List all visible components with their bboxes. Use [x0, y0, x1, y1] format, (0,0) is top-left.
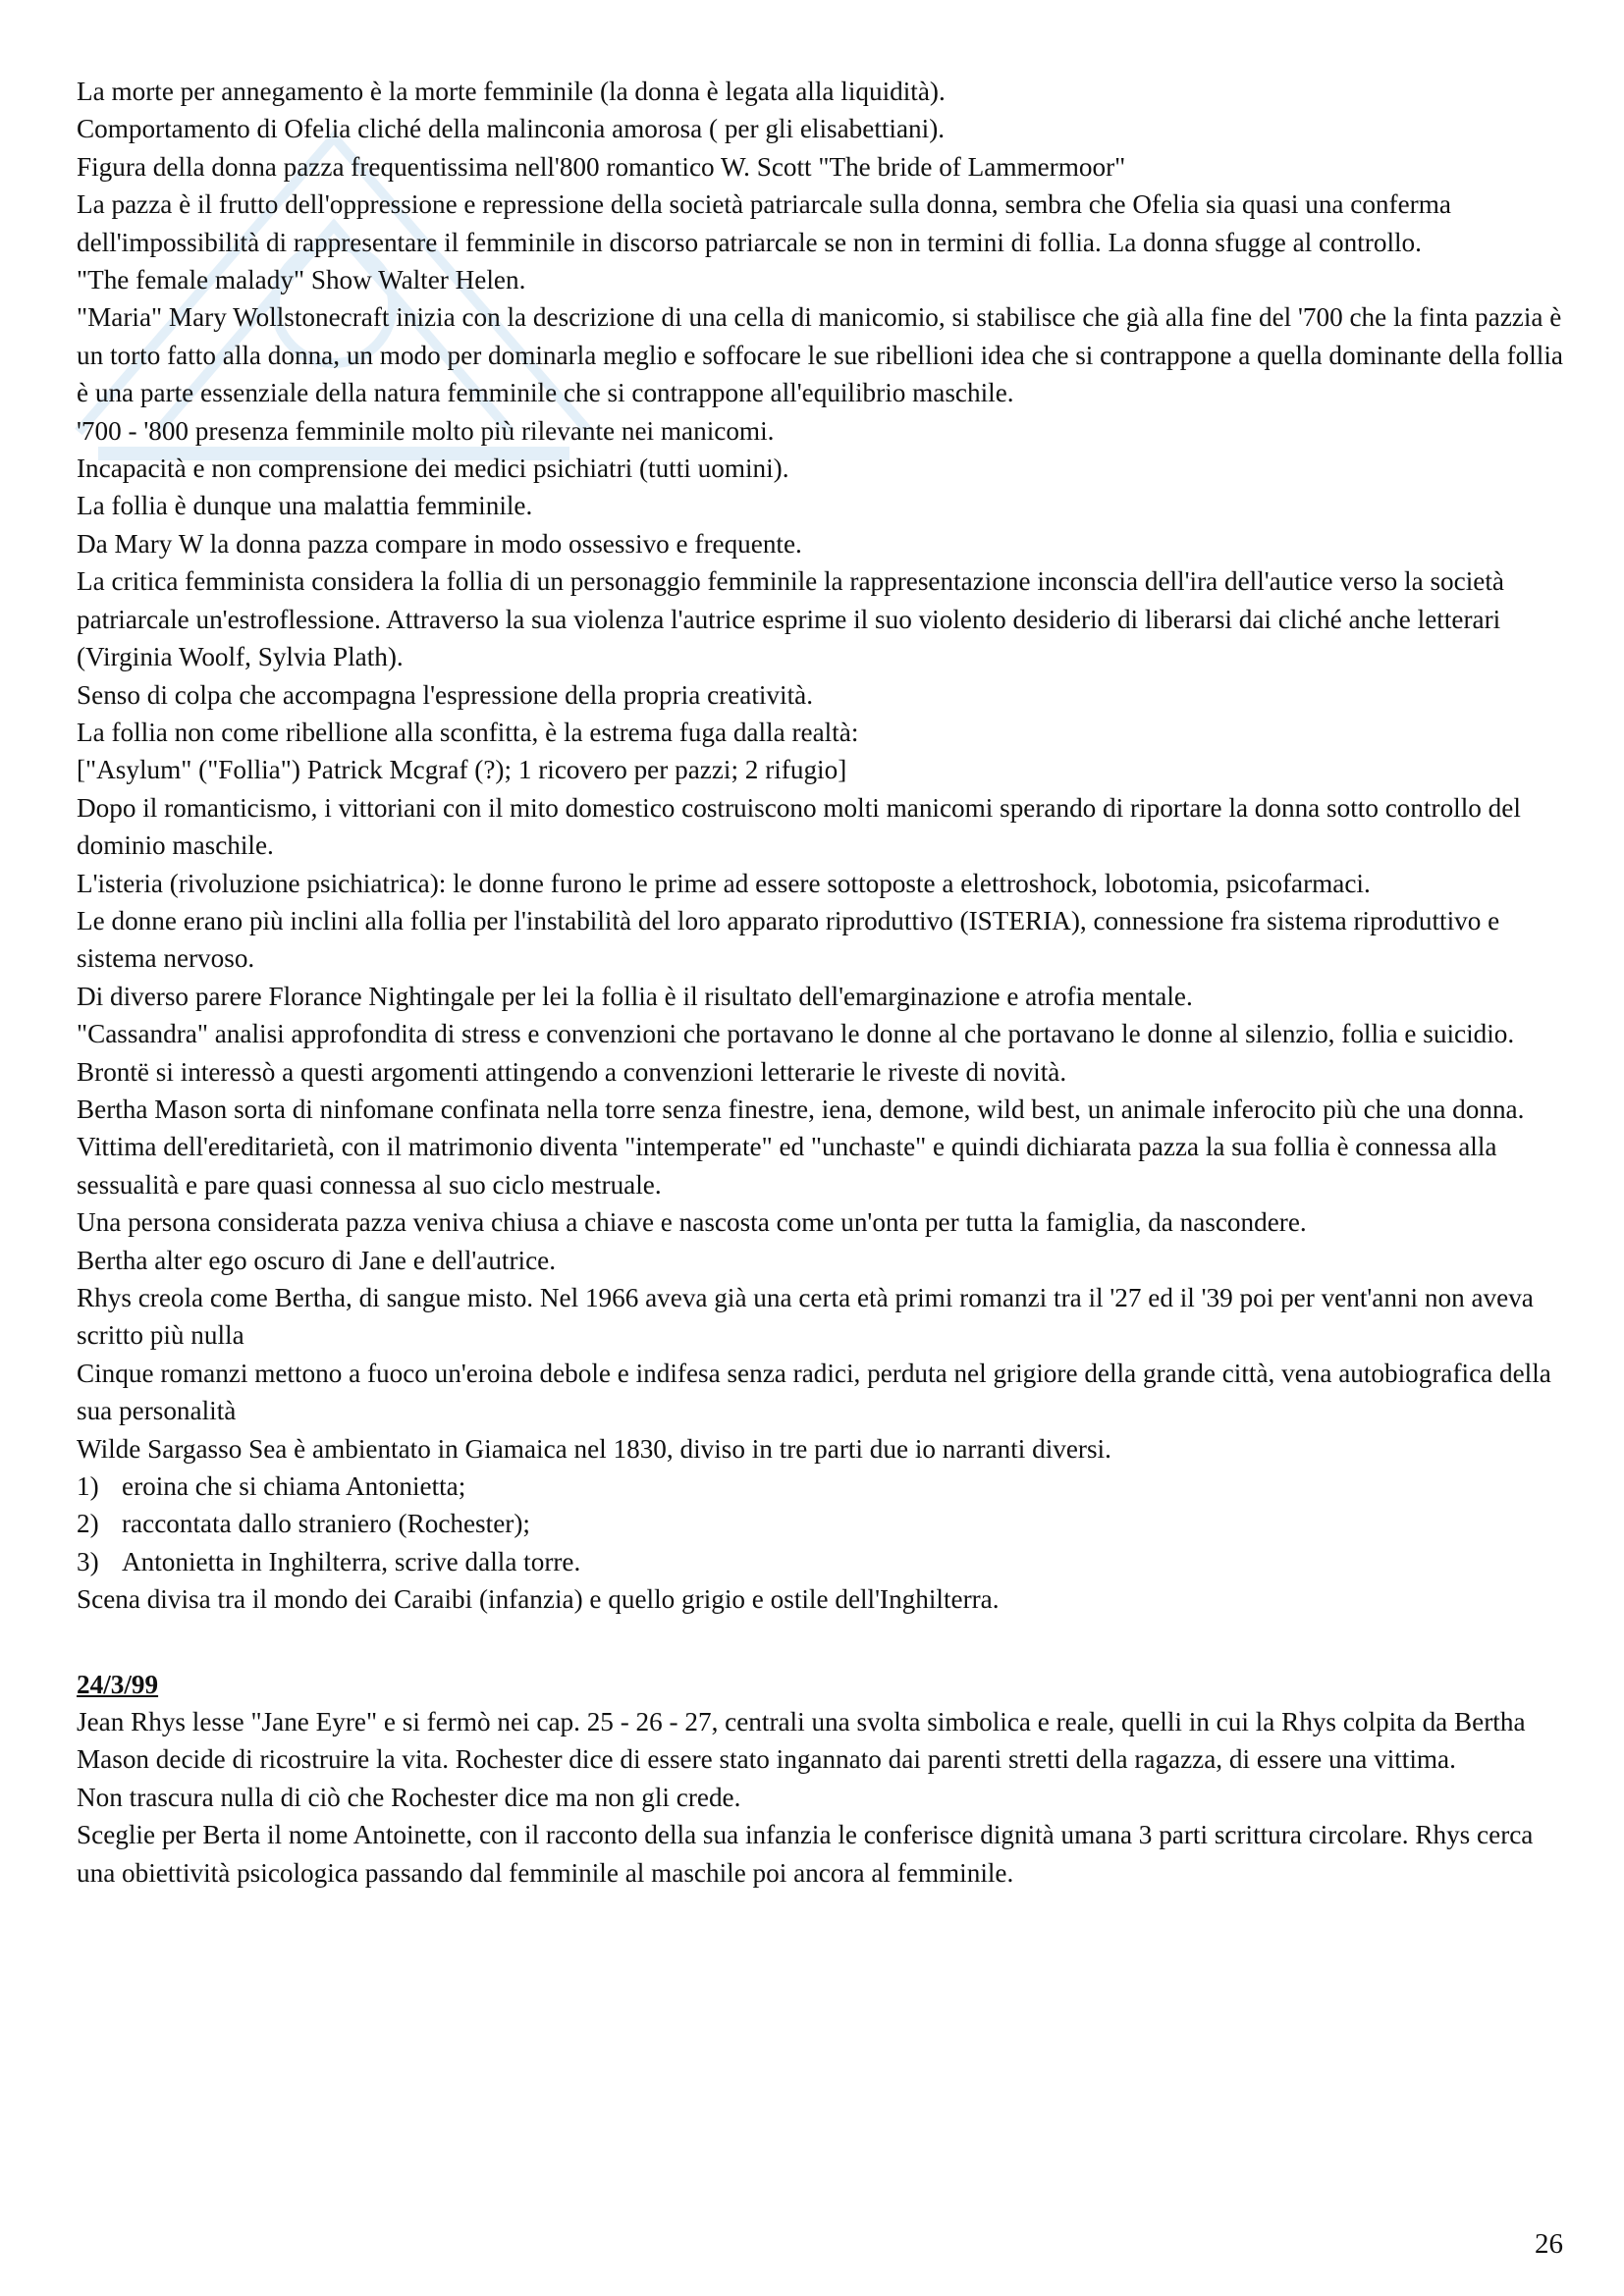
paragraph: La follia non come ribellione alla sconfitta, è la estrema fuga dalla realtà: [77, 717, 859, 747]
paragraph: "The female malady" Show Walter Helen. [77, 265, 526, 295]
paragraph: "Maria" Mary Wollstonecraft inizia con la descrizione di una cella di manicomio, si stabilisce che già alla fine del '700 che la finta pazzia è un torto fatto alla donna, un modo per dominarla meglio e soffocare le sue ribellioni idea che si contrappone a quella dominante della follia è una parte essenziale della natura femminile che si contrappone all'equilibrio maschile. [77, 302, 1563, 408]
paragraph: Jean Rhys lesse "Jane Eyre" e si fermò nei cap. 25 - 26 - 27, centrali una svolta simbolica e reale, quelli in cui la Rhys colpita da Bertha Mason decide di ricostruire la vita. Rochester dice di essere stato ingannato dai parenti stretti della ragazza, di essere una vittima. [77, 1707, 1526, 1775]
list-item-text: Antonietta in Inghilterra, scrive dalla torre. [122, 1546, 581, 1576]
paragraph: La critica femminista considera la follia di un personaggio femminile la rappresentazione inconscia dell'ira dell'autice verso la società patriarcale un'estroflessione. Attraverso la sua violenza l'autrice esprime il suo violento desiderio di liberarsi dai cliché anche letterari (Virginia Woolf, Sylvia Plath). [77, 566, 1504, 672]
paragraph: Una persona considerata pazza veniva chiusa a chiave e nascosta come un'onta per tutta la famiglia, da nascondere. [77, 1207, 1307, 1238]
paragraph: La follia è dunque una malattia femminile. [77, 491, 533, 521]
paragraph: Sceglie per Berta il nome Antoinette, con il racconto della sua infanzia le conferisce dignità umana 3 parti scrittura circolare. Rhys cerca una obiettività psicologica passando dal femminile al maschile poi ancora al femminile. [77, 1820, 1534, 1888]
paragraph: Figura della donna pazza frequentissima nell'800 romantico W. Scott "The bride of Lammermoor" [77, 151, 1126, 182]
paragraph: L'isteria (rivoluzione psichiatrica): le donne furono le prime ad essere sottoposte a elettroshock, lobotomia, psicofarmaci. [77, 868, 1371, 898]
list-item-number: 1) [77, 1471, 99, 1502]
paragraph: Rhys creola come Bertha, di sangue misto. Nel 1966 aveva già una certa età primi romanzi tra il '27 ed il '39 poi per vent'anni non aveva scritto più nulla [77, 1283, 1534, 1351]
paragraph: Scena divisa tra il mondo dei Caraibi (infanzia) e quello grigio e ostile dell'Inghilterra. [77, 1584, 1000, 1615]
paragraph: Brontë si interessò a questi argomenti attingendo a convenzioni letterarie le riveste di novità. [77, 1056, 1067, 1087]
paragraph: '700 - '800 presenza femminile molto più rilevante nei manicomi. [77, 415, 775, 446]
document-page [77, 73, 1569, 1892]
paragraph: Cinque romanzi mettono a fuoco un'eroina debole e indifesa senza radici, perduta nel grigiore della grande città, vena autobiografica della sua personalità [77, 1358, 1551, 1426]
paragraph: Comportamento di Ofelia cliché della malinconia amorosa ( per gli elisabettiani). [77, 114, 946, 144]
notes-section-1 [77, 73, 1569, 1468]
list-item [77, 1543, 1569, 1580]
paragraph: Le donne erano più inclini alla follia per l'instabilità del loro apparato riproduttivo (ISTERIA), connessione fra sistema riproduttivo e sistema nervoso. [77, 905, 1500, 974]
paragraph: Vittima dell'ereditarietà, con il matrimonio diventa "intemperate" ed "unchaste" e quindi dichiarata pazza la sua follia è connessa alla sessualità e pare quasi connessa al suo ciclo mestruale. [77, 1132, 1497, 1200]
paragraph: Da Mary W la donna pazza compare in modo ossessivo e frequente. [77, 528, 802, 559]
list-item-number: 3) [77, 1546, 99, 1576]
paragraph: Senso di colpa che accompagna l'espressione della propria creatività. [77, 679, 813, 710]
list-item-number: 2) [77, 1509, 99, 1539]
paragraph: La morte per annegamento è la morte femminile (la donna è legata alla liquidità). [77, 77, 946, 106]
list-item [77, 1505, 1569, 1542]
notes-section-2 [77, 1703, 1569, 1892]
paragraph: "Cassandra" analisi approfondita di stress e convenzioni che portavano le donne al che portavano le donne al silenzio, follia e suicidio. [77, 1019, 1515, 1049]
paragraph: Di diverso parere Florance Nightingale per lei la follia è il risultato dell'emarginazione e atrofia mentale. [77, 981, 1193, 1011]
paragraph: Non trascura nulla di ciò che Rochester dice ma non gli crede. [77, 1782, 741, 1812]
list-item-text: eroina che si chiama Antonietta; [122, 1471, 466, 1502]
list-item-text: raccontata dallo straniero (Rochester); [122, 1509, 530, 1539]
paragraph: Bertha alter ego oscuro di Jane e dell'autrice. [77, 1245, 557, 1275]
paragraph: ["Asylum" ("Follia") Patrick Mcgraf (?); 1 ricovero per pazzi; 2 rifugio] [77, 755, 847, 785]
paragraph: Bertha Mason sorta di ninfomane confinata nella torre senza finestre, iena, demone, wild best, un animale inferocito più che una donna. [77, 1094, 1525, 1124]
numbered-list [77, 1468, 1569, 1580]
page-number: 26 [1535, 2228, 1563, 2260]
paragraph: Dopo il romanticismo, i vittoriani con il mito domestico costruiscono molti manicomi sperando di riportare la donna sotto controllo del dominio maschile. [77, 792, 1521, 861]
paragraph: Wilde Sargasso Sea è ambientato in Giamaica nel 1830, diviso in tre parti due io narranti diversi. [77, 1433, 1111, 1464]
paragraph: Incapacità e non comprensione dei medici psichiatri (tutti uomini). [77, 454, 789, 484]
paragraph: La pazza è il frutto dell'oppressione e repressione della società patriarcale sulla donna, sembra che Ofelia sia quasi una conferma dell'impossibilità di rappresentare il femminile in discorso patriarcale se non in termini di follia. La donna sfugge al controllo. [77, 189, 1451, 257]
list-item [77, 1468, 1569, 1505]
date-heading: 24/3/99 [77, 1669, 159, 1699]
